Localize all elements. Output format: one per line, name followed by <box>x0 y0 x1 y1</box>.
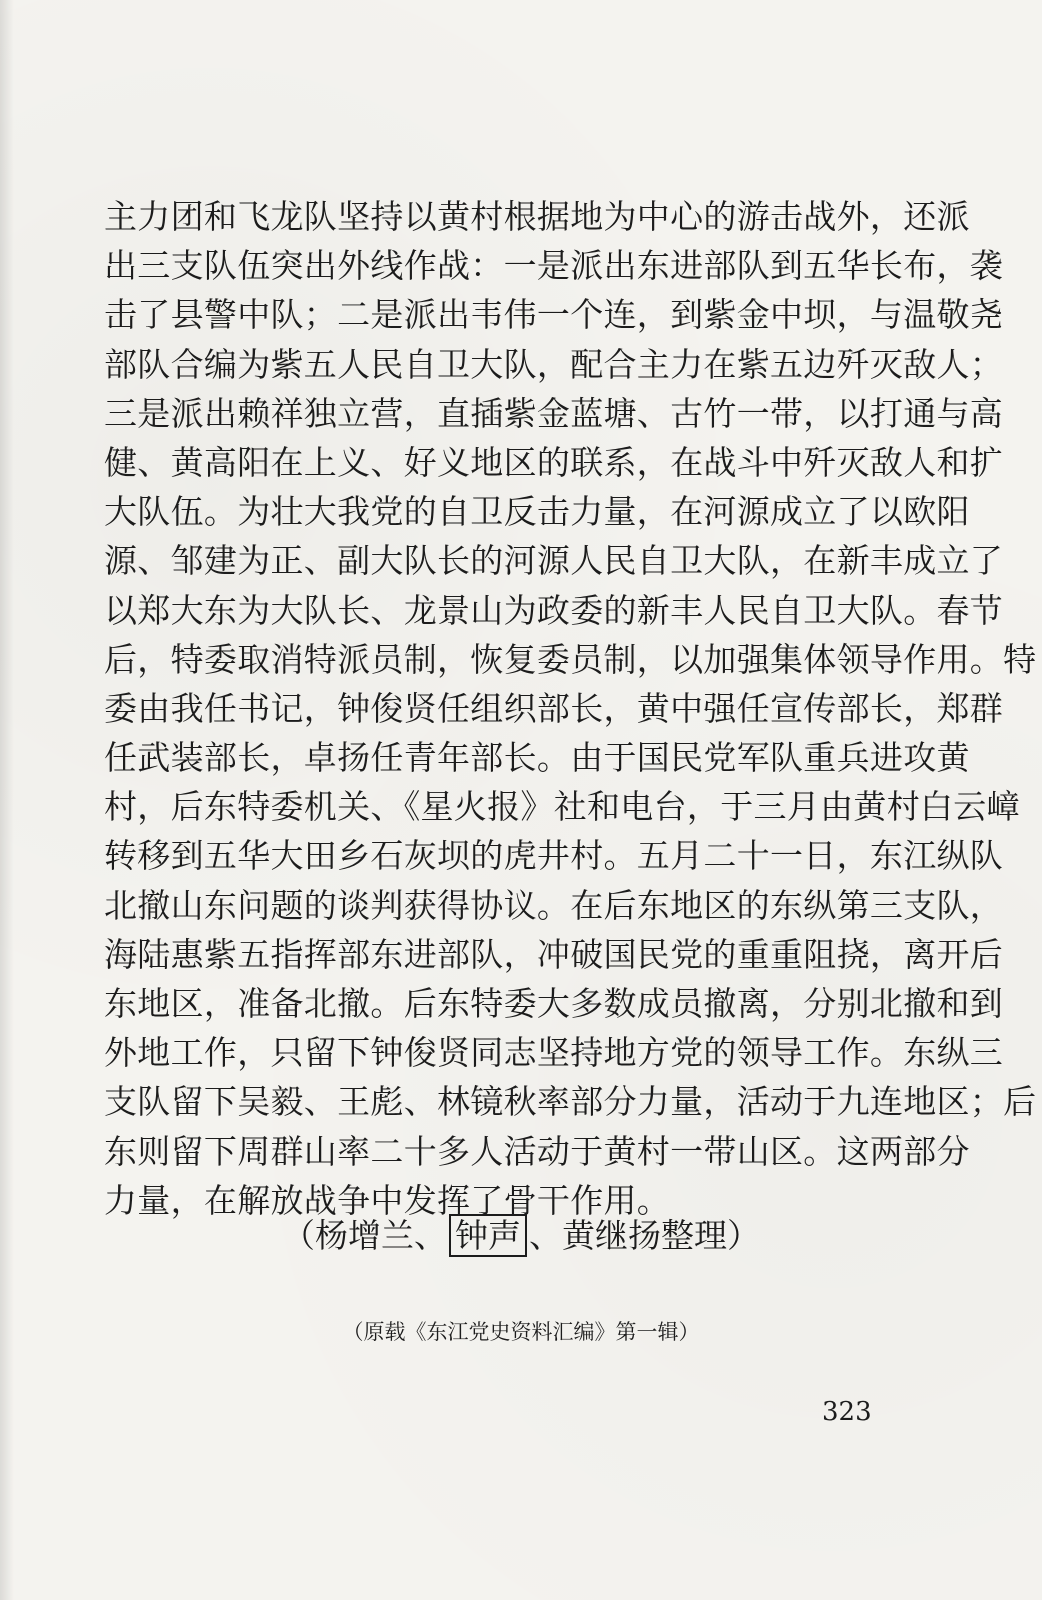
body-line: 三是派出赖祥独立营，直插紫金蓝塘、古竹一带，以打通与高 <box>104 393 1004 433</box>
body-line: 东地区，准备北撤。后东特委大多数成员撤离，分别北撤和到 <box>104 984 1004 1023</box>
body-line: 北撤山东问题的谈判获得协议。在后东地区的东纵第三支队， <box>104 885 1004 925</box>
source-note: （原载《东江党史资料汇编》第一辑） <box>342 1320 700 1344</box>
body-line: 健、黄高阳在上义、好义地区的联系，在战斗中歼灭敌人和扩 <box>104 442 1004 482</box>
body-line: 外地工作，只留下钟俊贤同志坚持地方党的领导工作。东纵三 <box>104 1033 1004 1073</box>
body-line: 以郑大东为大队长、龙景山为政委的新丰人民自卫大队。春节 <box>104 590 1004 630</box>
body-line: 委由我任书记，钟俊贤任组织部长，黄中强任宣传部长，郑群 <box>104 688 1004 728</box>
body-line: 大队伍。为壮大我党的自卫反击力量，在河源成立了以欧阳 <box>104 492 970 532</box>
body-line: 后，特委取消特派员制，恢复委员制，以加强集体领导作用。特 <box>104 639 1037 679</box>
body-line: 部队合编为紫五人民自卫大队，配合主力在紫五边歼灭敌人； <box>104 344 1004 384</box>
credit-open: （杨增兰、 <box>282 1216 447 1255</box>
body-line: 支队留下吴毅、王彪、林镜秋率部分力量，活动于九连地区；后 <box>104 1082 1037 1122</box>
body-line: 海陆惠紫五指挥部东进部队，冲破国民党的重重阻挠，离开后 <box>104 934 1004 974</box>
page-number: 323 <box>822 1397 872 1427</box>
body-line: 力量，在解放战争中发挥了骨干作用。 <box>104 1180 671 1220</box>
credit-close: 、黄继扬整理） <box>529 1216 760 1255</box>
body-line: 主力团和飞龙队坚持以黄村根据地为中心的游击战外，还派 <box>104 197 970 236</box>
editor-credit <box>0 1212 1042 1260</box>
body-line: 任武装部长，卓扬任青年部长。由于国民党军队重兵进攻黄 <box>104 738 970 778</box>
body-line: 源、邹建为正、副大队长的河源人民自卫大队，在新丰成立了 <box>104 541 1004 581</box>
page-binding-shadow <box>0 0 14 1600</box>
body-line: 村，后东特委机关、《星火报》社和电台，于三月由黄村白云嶂 <box>104 787 1020 827</box>
credit-boxed-name: 钟声 <box>449 1214 527 1257</box>
body-line: 转移到五华大田乡石灰坝的虎井村。五月二十一日，东江纵队 <box>104 836 1004 876</box>
body-line: 出三支队伍突出外线作战：一是派出东进部队到五华长布，袭 <box>104 246 1004 286</box>
body-line: 东则留下周群山率二十多人活动于黄村一带山区。这两部分 <box>104 1131 970 1171</box>
body-text <box>104 192 1037 1225</box>
body-line: 击了县警中队；二是派出韦伟一个连，到紫金中坝，与温敬尧 <box>104 295 1004 335</box>
